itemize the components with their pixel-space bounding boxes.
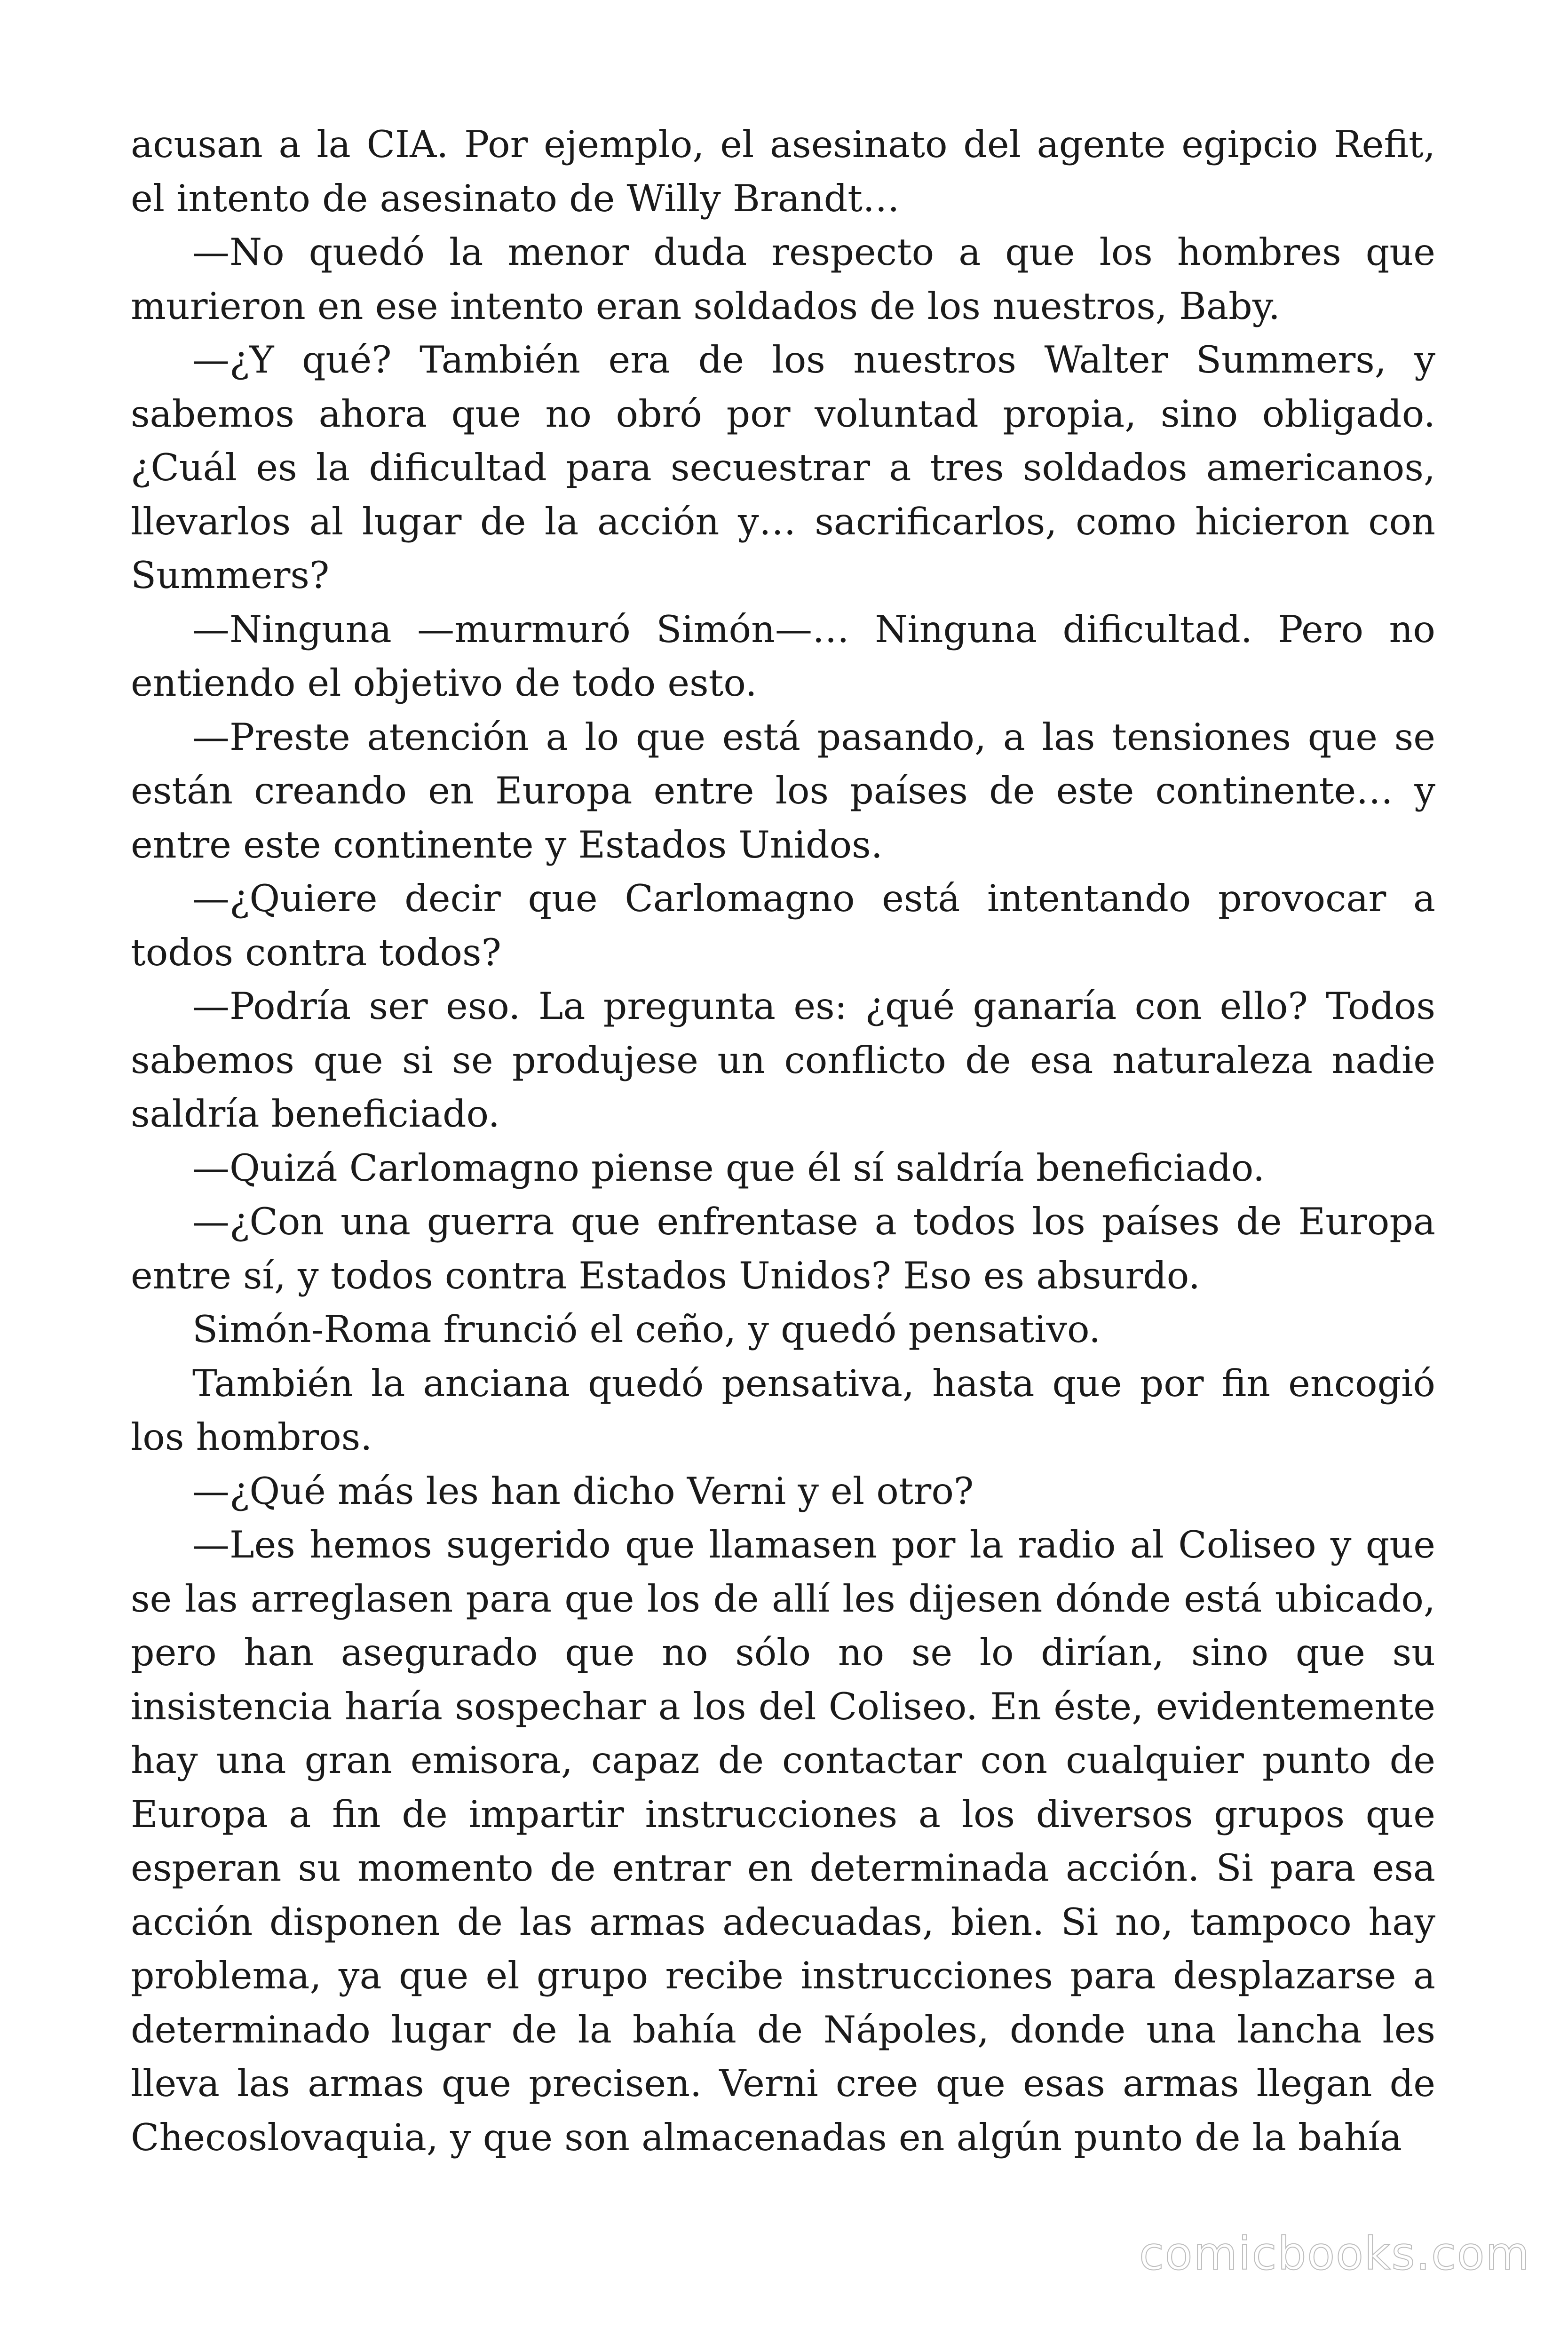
book-page-text bbox=[131, 118, 1435, 2164]
paragraph: —¿Quiere decir que Carlomagno está intentando provocar a todos contra todos? bbox=[131, 877, 1435, 974]
paragraph: —Podría ser eso. La pregunta es: ¿qué ganaría con ello? Todos sabemos que si se produjese un conflicto de esa naturaleza nadie saldría beneficiado. bbox=[131, 985, 1435, 1136]
paragraph: Simón-Roma frunció el ceño, y quedó pensativo. bbox=[192, 1308, 1101, 1351]
paragraph: —¿Con una guerra que enfrentase a todos los países de Europa entre sí, y todos contra Estados Unidos? Eso es absurdo. bbox=[131, 1200, 1435, 1297]
paragraph: —Preste atención a lo que está pasando, a las tensiones que se están creando en Europa entre los países de este continente… y entre este continente y Estados Unidos. bbox=[131, 715, 1435, 866]
paragraph: —Les hemos sugerido que llamasen por la radio al Coliseo y que se las arreglasen para que los de allí les dijesen dónde está ubicado, pero han asegurado que no sólo no se lo dirían, sino que su insistencia haría sospechar a los del Coliseo. En éste, evidentemente hay una gran emisora, capaz de contactar con cualquier punto de Europa a fin de impartir instrucciones a los diversos grupos que esperan su momento de entrar en determinada acción. Si para esa acción disponen de las armas adecuadas, bien. Si no, tampoco hay problema, ya que el grupo recibe instrucciones para desplazarse a determinado lugar de la bahía de Nápoles, donde una lancha les lleva las armas que precisen. Verni cree que esas armas llegan de Checoslovaquia, y que son almacenadas en algún punto de la bahía bbox=[131, 1523, 1435, 2159]
paragraph: —Ninguna —murmuró Simón—… Ninguna dificultad. Pero no entiendo el objetivo de todo esto. bbox=[131, 607, 1435, 705]
watermark: comicbooks.com bbox=[1139, 2227, 1530, 2280]
paragraph: —¿Qué más les han dicho Verni y el otro? bbox=[192, 1469, 974, 1513]
paragraph: acusan a la CIA. Por ejemplo, el asesinato del agente egipcio Refit, el intento de asesinato de Willy Brandt… bbox=[131, 123, 1435, 220]
paragraph: También la anciana quedó pensativa, hasta que por fin encogió los hombros. bbox=[131, 1361, 1435, 1459]
paragraph: —Quizá Carlomagno piense que él sí saldría beneficiado. bbox=[192, 1146, 1265, 1190]
paragraph: —No quedó la menor duda respecto a que los hombres que murieron en ese intento eran soldados de los nuestros, Baby. bbox=[131, 230, 1435, 328]
paragraph: —¿Y qué? También era de los nuestros Walter Summers, y sabemos ahora que no obró por voluntad propia, sino obligado. ¿Cuál es la dificultad para secuestrar a tres soldados americanos, llevarlos al lugar de la acción y… sacrificarlos, como hicieron con Summers? bbox=[131, 338, 1435, 597]
